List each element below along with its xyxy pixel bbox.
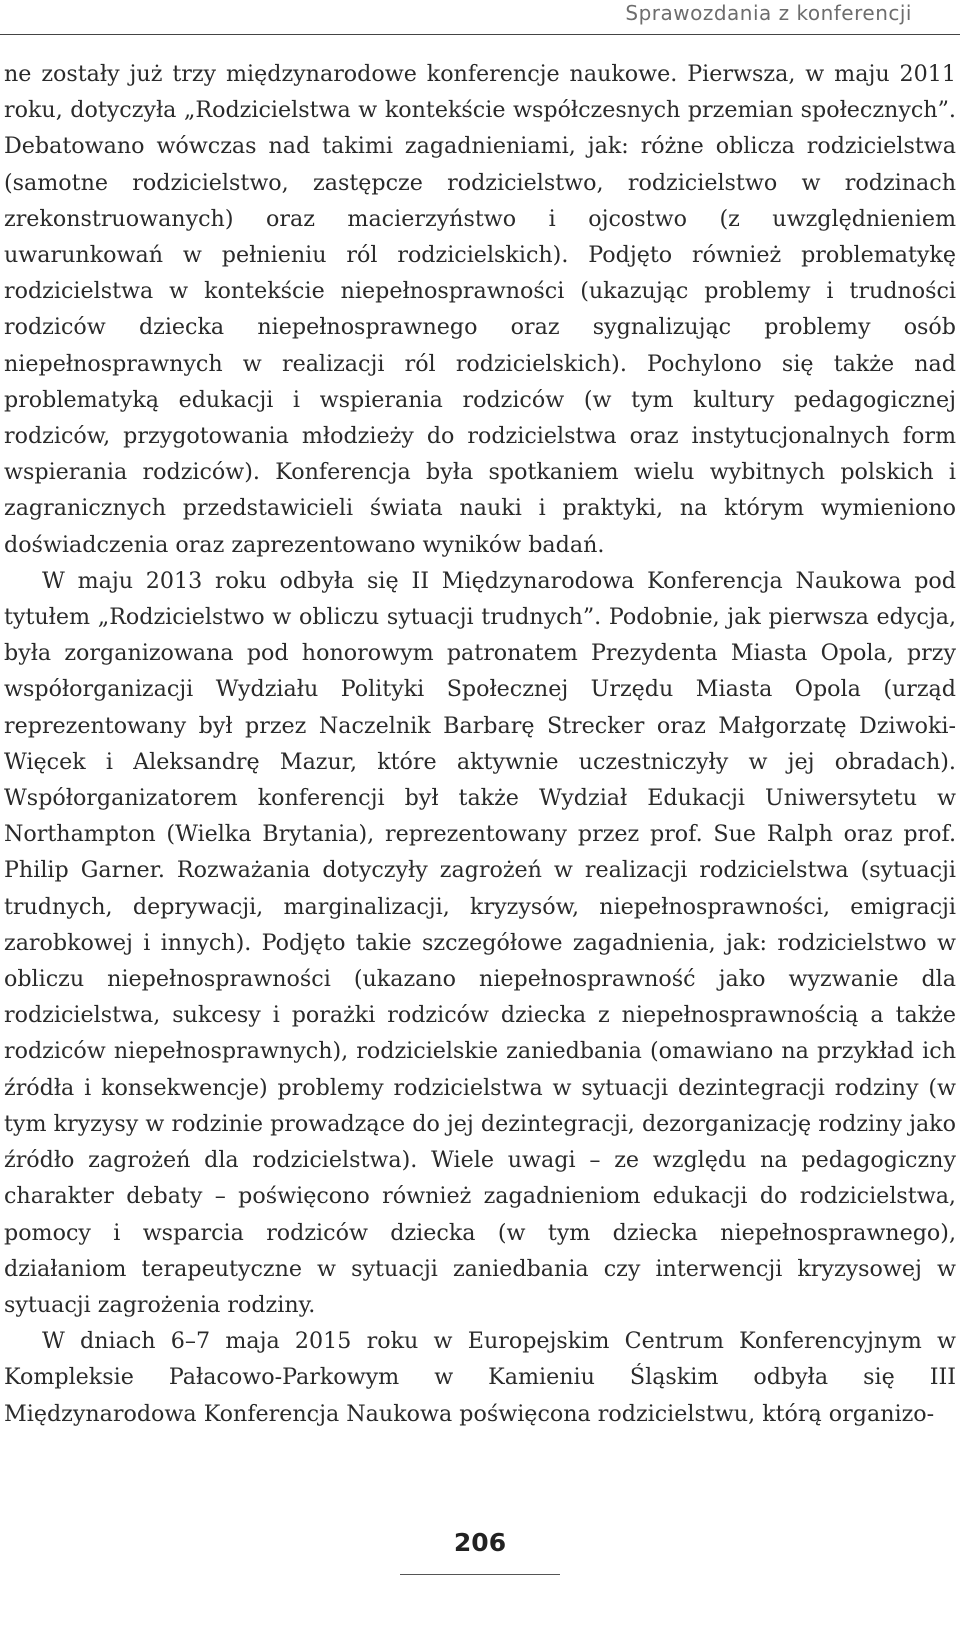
running-header: Sprawozdania z konferencji [625, 1, 912, 25]
paragraph-1: ne zostały już trzy międzynarodowe konferencje naukowe. Pierwsza, w maju 2011 roku, dotyczyła „Rodzicielstwa w kontekście współczesnych przemian społecznych”. Debatowano wówczas nad takimi zagadnieniami, jak: różne oblicza rodzicielstwa (samotne rodzicielstwo, zastępcze rodzicielstwo, rodzicielstwo w rodzinach zrekonstruowanych) oraz macierzyństwo i ojcostwo (z uwzględnieniem uwarunkowań w pełnieniu ról rodzicielskich). Podjęto również problematykę rodzicielstwa w kontekście niepełnosprawności (ukazując problemy i trudności rodziców dziecka niepełnosprawnego oraz sygnalizując problemy osób niepełnosprawnych w realizacji ról rodzicielskich). Pochylono się także nad problematyką edukacji i wspierania rodziców (w tym kultury pedagogicznej rodziców, przygotowania młodzieży do rodzicielstwa oraz instytucjonalnych form wspierania rodziców). Konferencja była spotkaniem wielu wybitnych polskich i zagranicznych przedstawicieli świata nauki i praktyki, na którym wymieniono doświadczenia oraz zaprezentowano wyników badań. [4, 61, 956, 558]
paragraph-2: W maju 2013 roku odbyła się II Międzynarodowa Konferencja Naukowa pod tytułem „Rodzicielstwo w obliczu sytuacji trudnych”. Podobnie, jak pierwsza edycja, była zorganizowana pod honorowym patronatem Prezydenta Miasta Opola, przy współorganizacji Wydziału Polityki Społecznej Urzędu Miasta Opola (urząd reprezentowany był przez Naczelnik Barbarę Strecker oraz Małgorzatę Dziwoki-Więcek i Aleksandrę Mazur, które aktywnie uczestniczyły w jej obradach). Współorganizatorem konferencji był także Wydział Edukacji Uniwersytetu w Northampton (Wielka Brytania), reprezentowany przez prof. Sue Ralph oraz prof. Philip Garner. Rozważania dotyczyły zagrożeń w realizacji rodzicielstwa (sytuacji trudnych, deprywacji, marginalizacji, kryzysów, niepełnosprawności, emigracji zarobkowej i innych). Podjęto takie szczegółowe zagadnienia, jak: rodzicielstwo w obliczu niepełnosprawności (ukazano niepełnosprawność jako wyzwanie dla rodzicielstwa, sukcesy i porażki rodziców dziecka z niepełnosprawnością a także rodziców niepełnosprawnych), rodzicielskie zaniedbania (omawiano na przykład ich źródła i konsekwencje) problemy rodzicielstwa w sytuacji dezintegracji rodziny (w tym kryzysy w rodzinie prowadzące do jej dezintegracji, dezorganizację rodziny jako źródło zagrożeń dla rodzicielstwa). Wiele uwagi – ze względu na pedagogiczny charakter debaty – poświęcono również zagadnieniom edukacji do rodzicielstwa, pomocy i wsparcia rodziców dziecka (w tym dziecka niepełnosprawnego), działaniom terapeutyczne w sytuacji zaniedbania czy interwencji kryzysowej w sytuacji zagrożenia rodziny. [4, 567, 956, 1318]
header-rule [0, 34, 960, 35]
page-number: 206 [453, 1528, 507, 1557]
page-number-rule [400, 1574, 560, 1575]
body-text [4, 56, 956, 1432]
paragraph-3: W dniach 6–7 maja 2015 roku w Europejskim Centrum Konferencyjnym w Kompleksie Pałacowo-Parkowym w Kamieniu Śląskim odbyła się III Międzynarodowa Konferencja Naukowa poświęcona rodzicielstwu, którą organizo- [4, 1328, 956, 1427]
